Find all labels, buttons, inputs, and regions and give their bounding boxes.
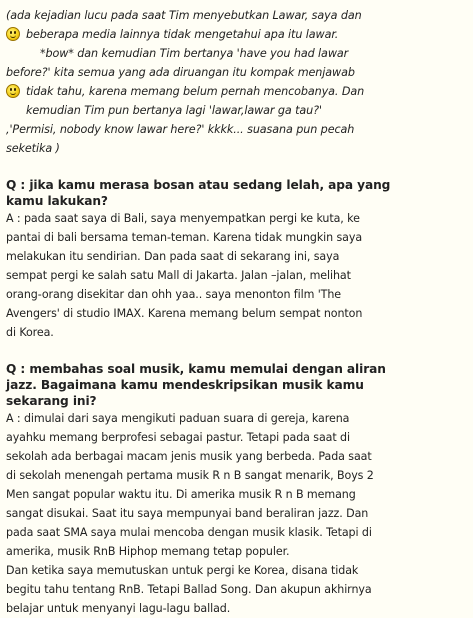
answer-line: belajar untuk menyanyi lagu-lagu ballad. — [6, 602, 231, 615]
answer-line: A : dimulai dari saya mengikuti paduan suara di gereja, karena — [6, 412, 350, 425]
question-line: jazz. Bagaimana kamu mendeskripsikan musik kamu — [6, 378, 364, 392]
article-body — [6, 6, 468, 618]
intro-line — [6, 82, 468, 101]
question-heading — [6, 361, 468, 409]
answer-line: orang-orang disekitar dan ohh yaa.. saya menonton film 'The — [6, 288, 341, 301]
question-line: sekarang ini? — [6, 394, 97, 408]
question-line: Q : jika kamu merasa bosan atau sedang lelah, apa yang — [6, 178, 391, 192]
answer-line: A : pada saat saya di Bali, saya menyempatkan pergi ke kuta, ke — [6, 212, 360, 225]
intro-line-text: beberapa media lainnya tidak mengetahui apa itu lawar. — [26, 28, 339, 41]
intro-line: kemudian Tim pun bertanya lagi 'lawar,lawar ga tau?' — [26, 104, 322, 117]
answer-line: sekolah ada berbagai macam jenis musik yang berbeda. Pada saat — [6, 450, 372, 463]
answer-paragraph — [6, 409, 468, 618]
answer-line: di sekolah menengah pertama musik R n B sangat menarik, Boys 2 — [6, 469, 374, 482]
intro-line: (ada kejadian lucu pada saat Tim menyebutkan Lawar, saya dan — [6, 9, 362, 22]
answer-line: Avengers' di studio IMAX. Karena memang belum sempat nonton — [6, 307, 363, 320]
answer-line: pantai di bali bersama teman-teman. Karena tidak mungkin saya — [6, 231, 363, 244]
intro-line — [6, 25, 468, 44]
answer-line: Men sangat popular waktu itu. Di amerika musik R n B memang — [6, 488, 356, 501]
answer-line: Dan ketika saya memutuskan untuk pergi ke Korea, disana tidak — [6, 564, 359, 577]
answer-line: begitu tahu tentang RnB. Tetapi Ballad Song. Dan akupun akhirnya — [6, 583, 372, 596]
answer-line: pada saat SMA saya mulai mencoba dengan musik klasik. Tetapi di — [6, 526, 372, 539]
answer-line: di Korea. — [6, 326, 54, 339]
intro-line: before?' kita semua yang ada diruangan itu kompak menjawab — [6, 66, 355, 79]
question-line: kamu lakukan? — [6, 194, 108, 208]
intro-line: seketika ) — [6, 142, 60, 155]
answer-line: melakukan itu sendirian. Dan pada saat di sekarang ini, saya — [6, 250, 340, 263]
smiley-face-icon — [6, 84, 20, 98]
answer-line: sangat disukai. Saat itu saya mempunyai band beraliran jazz. Dan — [6, 507, 369, 520]
question-line: Q : membahas soal musik, kamu memulai dengan aliran — [6, 362, 386, 376]
intro-line: *bow* dan kemudian Tim bertanya 'have you had lawar — [40, 47, 349, 60]
question-heading — [6, 177, 468, 209]
answer-line: sempat pergi ke salah satu Mall di Jakarta. Jalan –jalan, melihat — [6, 269, 351, 282]
intro-line-text: tidak tahu, karena memang belum pernah mencobanya. Dan — [26, 85, 365, 98]
intro-paragraph — [6, 6, 468, 158]
answer-paragraph — [6, 209, 468, 342]
answer-line: ayahku memang berprofesi sebagai pastur. Tetapi pada saat di — [6, 431, 350, 444]
answer-line: amerika, musik RnB Hiphop memang tetap populer. — [6, 545, 290, 558]
smiley-face-icon — [6, 27, 20, 41]
intro-line: ,'Permisi, nobody know lawar here?' kkkk... suasana pun pecah — [6, 123, 355, 136]
